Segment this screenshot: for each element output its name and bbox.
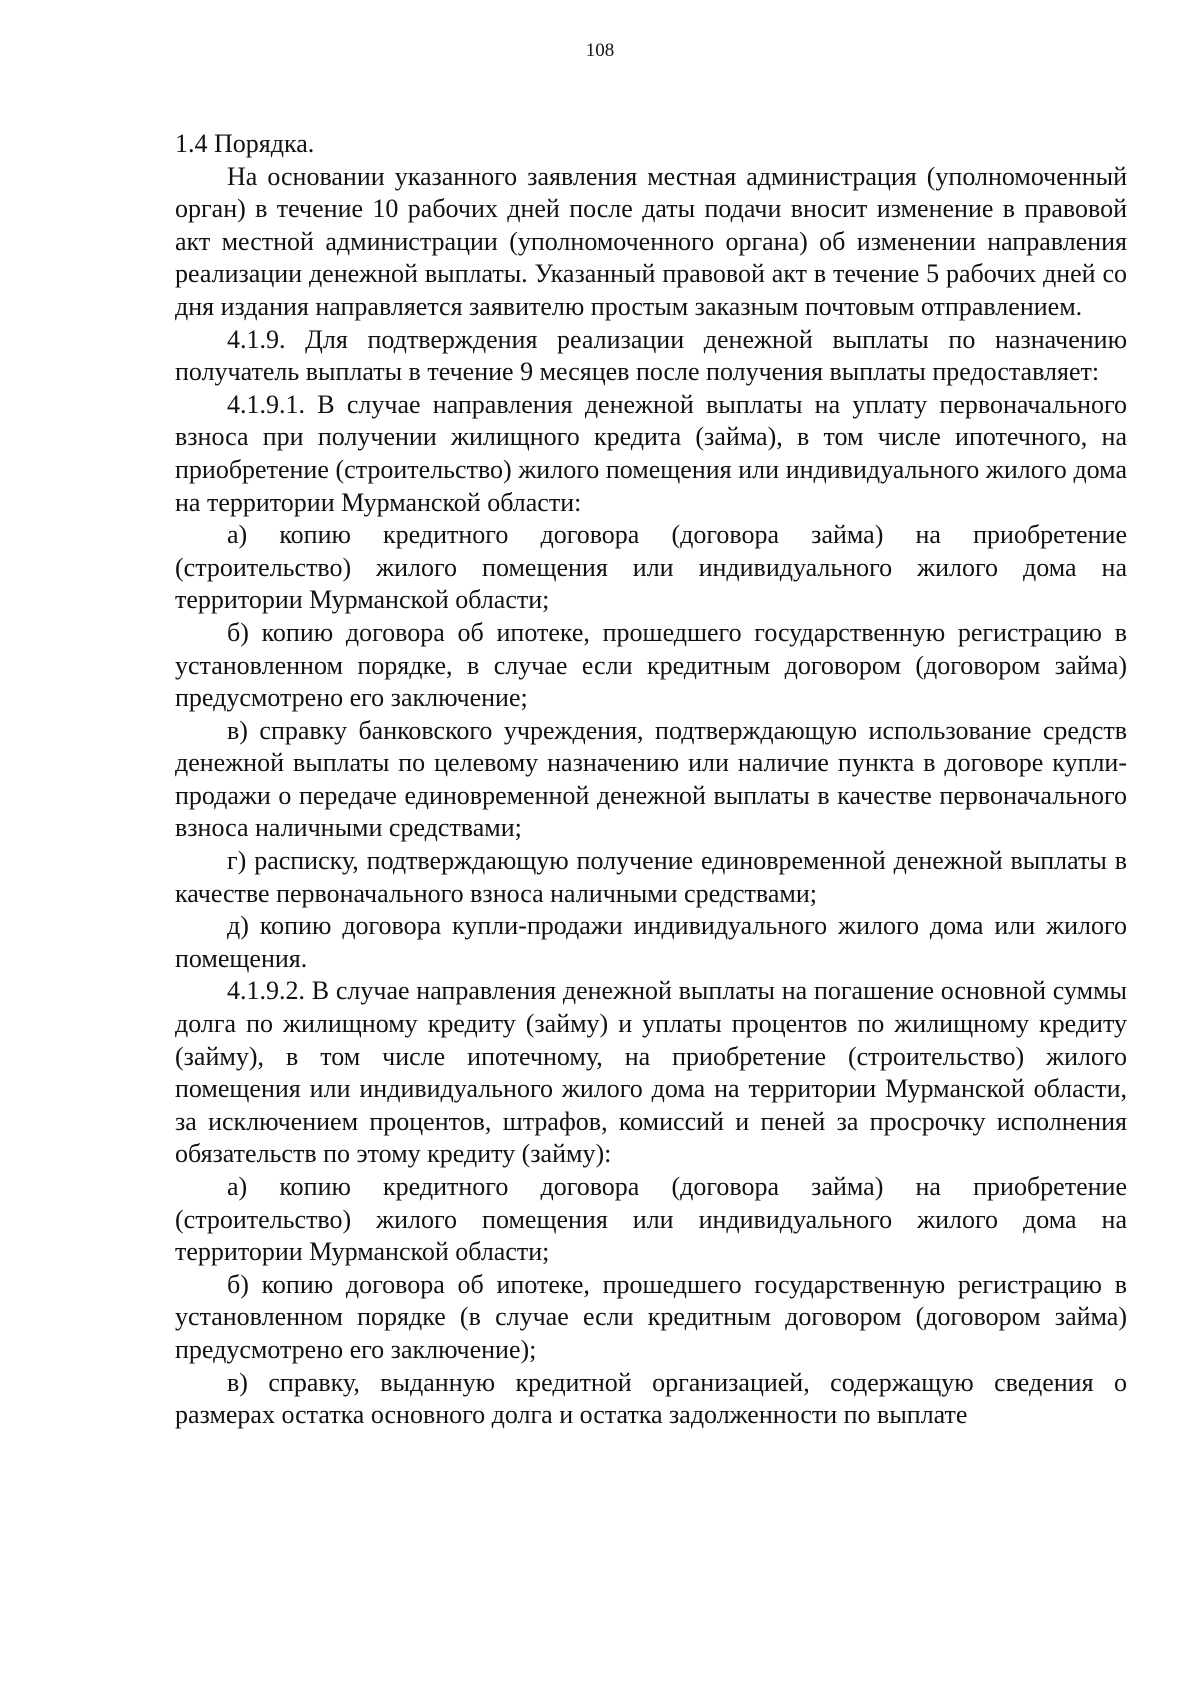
paragraph-4-1-9-1: 4.1.9.1. В случае направления денежной выплаты на уплату первоначального взноса при получении жилищного кредита (займа), в том числе ипотечного, на приобретение (строительство) жилого помещения или индивидуального жилого дома на территории Мурманской области: xyxy=(175,389,1127,517)
list-item-g: г) расписку, подтверждающую получение единовременной денежной выплаты в качестве первоначального взноса наличными средствами; xyxy=(175,846,1127,908)
paragraph-4-1-9-2: 4.1.9.2. В случае направления денежной выплаты на погашение основной суммы долга по жилищному кредиту (займу) и уплаты процентов по жилищному кредиту (займу), в том числе ипотечному, на приобретение (строительство) жилого помещения или индивидуального жилого дома на территории Мурманской области, за исключением процентов, штрафов, комиссий и пеней за просрочку исполнения обязательств по этому кредиту (займу): xyxy=(175,976,1127,1169)
paragraph-4-1-9: 4.1.9. Для подтверждения реализации денежной выплаты по назначению получатель выплаты в течение 9 месяцев после получения выплаты предоставляет: xyxy=(175,324,1127,387)
list-item-v-2: в) справку, выданную кредитной организацией, содержащую сведения о размерах остатка основного долга и остатка задолженности по выплате xyxy=(175,1367,1127,1430)
page-number: 108 xyxy=(585,40,615,61)
document-body xyxy=(175,128,1127,1432)
list-item-d: д) копию договора купли-продажи индивидуального жилого дома или жилого помещения. xyxy=(175,911,1127,973)
list-item-a-2: а) копию кредитного договора (договора займа) на приобретение (строительство) жилого помещения или индивидуального жилого дома на территории Мурманской области; xyxy=(175,1172,1127,1267)
list-item-b-2: б) копию договора об ипотеке, прошедшего государственную регистрацию в установленном порядке (в случае если кредитным договором (договором займа) предусмотрено его заключение); xyxy=(175,1269,1127,1364)
paragraph-continuation: 1.4 Порядка. xyxy=(175,129,315,158)
paragraph-administration-decision: На основании указанного заявления местная администрация (уполномоченный орган) в течение 10 рабочих дней после даты подачи вносит изменение в правовой акт местной администрации (уполномоченного органа) об изменении направления реализации денежной выплаты. Указанный правовой акт в течение 5 рабочих дней со дня издания направляется заявителю простым заказным почтовым отправлением. xyxy=(175,161,1127,321)
list-item-v: в) справку банковского учреждения, подтверждающую использование средств денежной выплаты по целевому назначению или наличие пункта в договоре купли-продажи о передаче единовременной денежной выплаты в качестве первоначального взноса наличными средствами; xyxy=(175,715,1127,843)
list-item-a: а) копию кредитного договора (договора займа) на приобретение (строительство) жилого помещения или индивидуального жилого дома на территории Мурманской области; xyxy=(175,520,1127,615)
list-item-b: б) копию договора об ипотеке, прошедшего государственную регистрацию в установленном порядке, в случае если кредитным договором (договором займа) предусмотрено его заключение; xyxy=(175,617,1127,713)
